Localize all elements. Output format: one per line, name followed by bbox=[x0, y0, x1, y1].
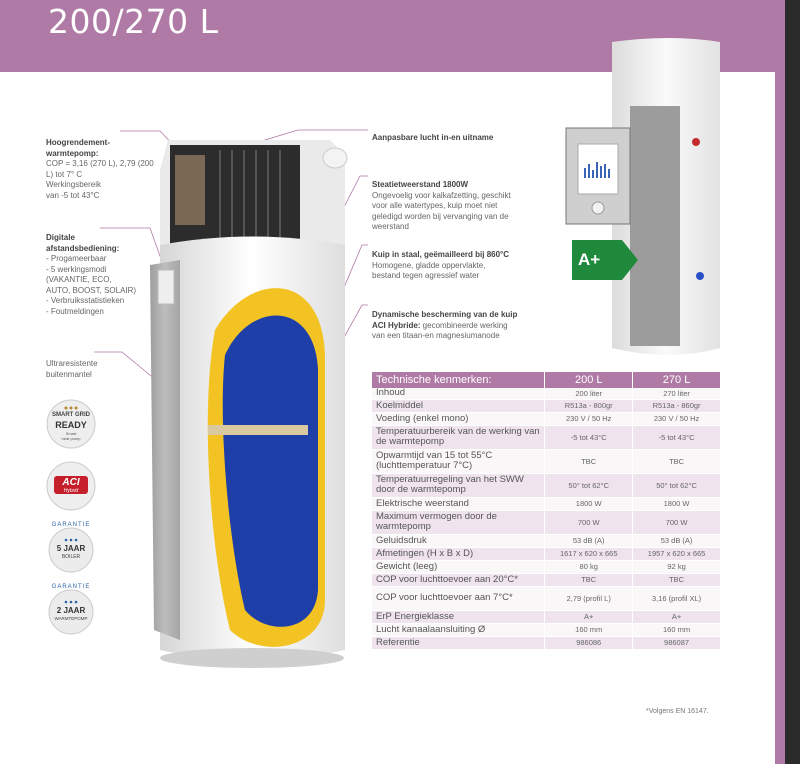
annotation-steatite-line: geledigd worden bij vervanging van de bbox=[372, 211, 509, 221]
aci-text: ACI bbox=[62, 477, 80, 488]
spec-value-270: 1957 x 620 x 665 bbox=[633, 547, 721, 560]
spec-label: Temperatuurbereik van de werking van de warmtepomp bbox=[372, 425, 545, 449]
heater-illustration bbox=[140, 130, 370, 680]
spec-label: Gewicht (leeg) bbox=[372, 560, 545, 573]
specs-header-row bbox=[372, 372, 721, 388]
cold-water-connector bbox=[696, 272, 704, 280]
table-row bbox=[372, 399, 721, 412]
table-row bbox=[372, 388, 721, 399]
annotation-heatpump-title-1: Hoogrendement- bbox=[46, 138, 110, 147]
annotation-control-line: - Foutmeldingen bbox=[46, 306, 104, 316]
outer-mantle-panel bbox=[150, 260, 180, 640]
spec-value-270: 3,16 (profil XL) bbox=[633, 586, 721, 610]
spec-value-200: A+ bbox=[545, 610, 633, 623]
annotation-heatpump-title-2: warmtepomp: bbox=[46, 148, 99, 158]
annotation-protection-line: van een titaan-en magnesiumanode bbox=[372, 331, 500, 340]
annotation-protection-text: gecombineerde werking bbox=[420, 320, 508, 330]
table-row bbox=[372, 425, 721, 449]
table-row bbox=[372, 547, 721, 560]
table-row bbox=[372, 449, 721, 473]
annotation-steatite-title: Steatietweerstand 1800W bbox=[372, 180, 469, 189]
specs-table bbox=[372, 372, 721, 650]
annotation-control-line: (VAKANTIE, ECO, bbox=[46, 275, 112, 284]
annotation-control-line: - Verbruiksstatistieken bbox=[46, 296, 125, 305]
page-title: 200/270 L bbox=[48, 2, 219, 41]
spec-value-200: R513a - 800gr bbox=[545, 399, 633, 412]
spec-label: Opwarmtijd van 15 tot 55°C (luchttemperatuur 7°C) bbox=[372, 449, 545, 473]
spec-value-270: -5 tot 43°C bbox=[633, 425, 721, 449]
grey-panel-right bbox=[630, 106, 680, 346]
guarantee2-arc: GARANTIE bbox=[51, 584, 91, 590]
spec-value-270: 50° tot 62°C bbox=[633, 473, 721, 497]
spec-label: Voeding (enkel mono) bbox=[372, 412, 545, 425]
guarantee2-big: 2 JAAR bbox=[56, 606, 86, 615]
table-row bbox=[372, 473, 721, 497]
specs-header-200: 200 L bbox=[545, 372, 633, 388]
annotation-air-title: Aanpasbare lucht in-en uitname bbox=[372, 133, 494, 142]
annotation-mantle-line: buitenmantel bbox=[46, 369, 92, 379]
annotation-mantle-line: Ultraresistente bbox=[46, 359, 98, 368]
spec-label: Koelmiddel bbox=[372, 399, 545, 412]
spec-label: Maximum vermogen door de warmtepomp bbox=[372, 510, 545, 534]
spec-value-200: 160 mm bbox=[545, 623, 633, 636]
spec-label: Afmetingen (H x B x D) bbox=[372, 547, 545, 560]
spec-value-200: 53 dB (A) bbox=[545, 534, 633, 547]
product-photo bbox=[560, 36, 730, 366]
logo-aci-hybrid bbox=[46, 460, 96, 512]
spec-value-270: 1800 W bbox=[633, 497, 721, 510]
spec-value-270: 270 liter bbox=[633, 388, 721, 399]
spec-value-270: TBC bbox=[633, 449, 721, 473]
guarantee1-big: 5 JAAR bbox=[56, 544, 86, 553]
annotation-heatpump-line: L) tot 7° C bbox=[46, 169, 83, 179]
annotation-tank-line: bestand tegen agressief water bbox=[372, 271, 480, 280]
annotation-protection-title: Dynamische bescherming van de kuip bbox=[372, 310, 518, 319]
smart-grid-line2: READY bbox=[55, 420, 87, 430]
spec-value-200: 50° tot 62°C bbox=[545, 473, 633, 497]
table-row bbox=[372, 534, 721, 547]
spec-label: Temperatuurregeling van het SWW door de warmtepomp bbox=[372, 473, 545, 497]
specs-header-270: 270 L bbox=[633, 372, 721, 388]
air-duct bbox=[323, 148, 347, 168]
spec-label: Referentie bbox=[372, 636, 545, 649]
spec-value-200: 80 kg bbox=[545, 560, 633, 573]
spec-value-200: 700 W bbox=[545, 510, 633, 534]
spec-value-270: A+ bbox=[633, 610, 721, 623]
spec-value-270: TBC bbox=[633, 573, 721, 586]
spec-value-270: 160 mm bbox=[633, 623, 721, 636]
tank-base bbox=[160, 648, 344, 668]
aci-sub: Hybrid bbox=[63, 488, 79, 494]
annotation-tank-line: Homogene, gladde oppervlakte, bbox=[372, 260, 486, 270]
spec-label: COP voor luchttoevoer aan 7°C* bbox=[372, 586, 545, 610]
table-row bbox=[372, 573, 721, 586]
control-knob bbox=[592, 202, 604, 214]
annotation-steatite-line: voor alle watertypes, kuip moet niet bbox=[372, 201, 498, 210]
table-row bbox=[372, 510, 721, 534]
specs-header-feature: Technische kenmerken: bbox=[372, 372, 545, 388]
annotation-heatpump-line: van -5 tot 43°C bbox=[46, 190, 100, 200]
spec-value-200: 230 V / 50 Hz bbox=[545, 412, 633, 425]
table-row bbox=[372, 412, 721, 425]
guarantee2-small: WARMTEPOMP bbox=[54, 616, 88, 621]
logo-smart-grid bbox=[46, 398, 96, 450]
table-row bbox=[372, 636, 721, 649]
specs-footnote: *Volgens EN 16147. bbox=[646, 708, 709, 715]
smart-grid-line3: Smart bbox=[65, 431, 77, 436]
annotation-heatpump-line: Werkingsbereik bbox=[46, 180, 101, 189]
annotation-control-title-2: afstandsbediening: bbox=[46, 243, 120, 253]
annotation-heatpump-line: COP = 3,16 (270 L), 2,79 (200 bbox=[46, 159, 154, 168]
spec-value-200: 200 liter bbox=[545, 388, 633, 399]
spec-label: Inhoud bbox=[372, 388, 545, 399]
compressor-part bbox=[175, 155, 205, 225]
spec-value-270: 92 kg bbox=[633, 560, 721, 573]
spec-value-200: TBC bbox=[545, 573, 633, 586]
annotation-control-line: AUTO, BOOST, SOLAIR) bbox=[46, 285, 137, 295]
spec-value-270: 700 W bbox=[633, 510, 721, 534]
spec-value-200: 1617 x 620 x 665 bbox=[545, 547, 633, 560]
table-row bbox=[372, 497, 721, 510]
specs-body bbox=[372, 388, 721, 649]
hot-water-connector bbox=[692, 138, 700, 146]
spec-value-270: 230 V / 50 Hz bbox=[633, 412, 721, 425]
control-screen bbox=[158, 270, 174, 304]
logo-guarantee-boiler bbox=[46, 522, 96, 574]
steatite-resistor bbox=[208, 425, 308, 435]
energy-badge-label: A+ bbox=[578, 250, 601, 269]
spec-label: COP voor luchttoevoer aan 20°C* bbox=[372, 573, 545, 586]
table-row bbox=[372, 623, 721, 636]
annotation-steatite-line: weerstand bbox=[372, 222, 409, 231]
guarantee1-small: BOILER bbox=[61, 554, 81, 560]
annotation-tank-title: Kuip in staal, geëmailleerd bij 860°C bbox=[372, 250, 510, 259]
table-row bbox=[372, 610, 721, 623]
smart-grid-line1: SMART GRID bbox=[52, 412, 90, 418]
spec-label: Geluidsdruk bbox=[372, 534, 545, 547]
table-row bbox=[372, 560, 721, 573]
annotation-protection-title2: ACI Hybride: bbox=[372, 320, 421, 330]
spec-value-200: 1800 W bbox=[545, 497, 633, 510]
spec-value-200: -5 tot 43°C bbox=[545, 425, 633, 449]
guarantee1-arc: GARANTIE bbox=[51, 522, 91, 528]
spec-label: Elektrische weerstand bbox=[372, 497, 545, 510]
annotation-control-line: - 5 werkingsmodi bbox=[46, 264, 107, 274]
annotation-control-line: - Progameerbaar bbox=[46, 254, 107, 263]
spec-value-200: 986086 bbox=[545, 636, 633, 649]
spec-value-200: TBC bbox=[545, 449, 633, 473]
spec-label: Lucht kanaalaansluiting Ø bbox=[372, 623, 545, 636]
spec-value-270: R513a - 860gr bbox=[633, 399, 721, 412]
smart-grid-line4: heat pump bbox=[61, 436, 81, 441]
logo-guarantee-heatpump bbox=[46, 584, 96, 636]
spec-label: ErP Energieklasse bbox=[372, 610, 545, 623]
annotation-control-title-1: Digitale bbox=[46, 233, 75, 242]
spec-value-270: 53 dB (A) bbox=[633, 534, 721, 547]
annotation-steatite-line: Ongevoelig voor kalkafzetting, geschikt bbox=[372, 190, 511, 200]
spec-value-200: 2,79 (profil L) bbox=[545, 586, 633, 610]
spec-value-270: 986087 bbox=[633, 636, 721, 649]
table-row bbox=[372, 586, 721, 610]
